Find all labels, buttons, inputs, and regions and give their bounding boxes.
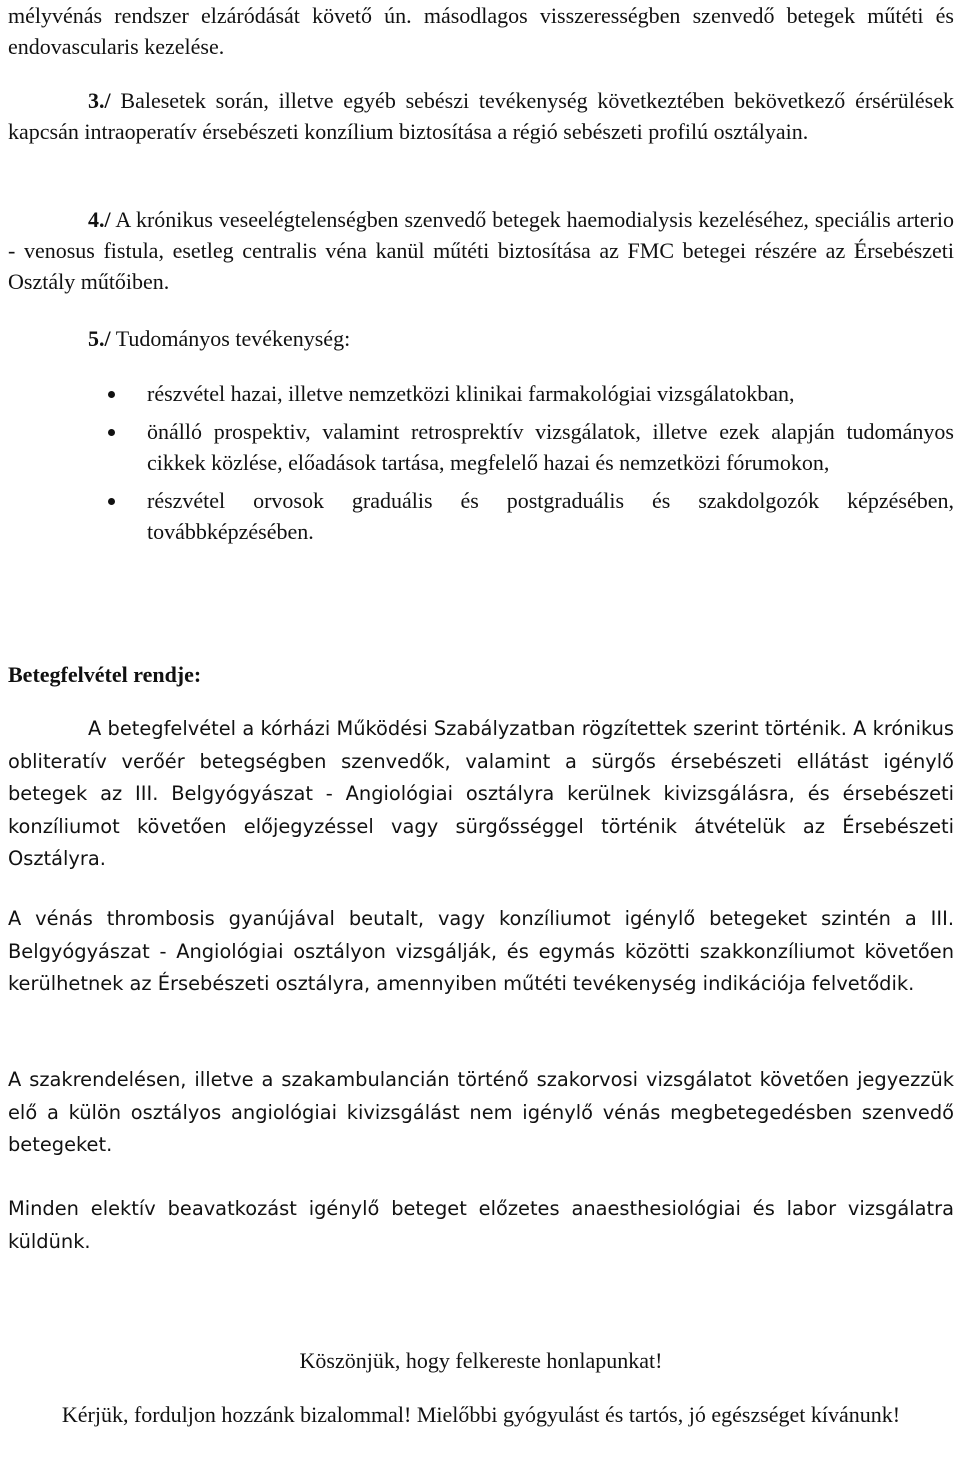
- item-5-text: Tudományos tevékenység:: [115, 326, 351, 351]
- wish-message: Kérjük, forduljon hozzánk bizalommal! Mielőbbi gyógyulást és tartós, jó egészséget kívánunk!: [61, 1402, 901, 1427]
- list-item-text: önálló prospektiv, valamint retrosprektív vizsgálatok, illetve ezek alapján tudományos cikkek közlése, előadások tartása, megfelelő hazai és nemzetközi fórumokon,: [147, 419, 954, 475]
- list-item-text: részvétel orvosok graduális és postgraduális és szakdolgozók képzésében, továbbképzésében.: [147, 488, 954, 544]
- admission-paragraph-2: A vénás thrombosis gyanújával beutalt, vagy konzíliumot igénylő betegeket szintén a III. Belgyógyászat - Angiológiai osztályon vizsgálják, és egymás közötti szakkonzíliumot követően kerülhetnek az Érsebészeti osztályra, amennyiben műtéti tevékenység indikációja felvetődik.: [8, 907, 954, 995]
- bullet-icon: [108, 498, 115, 505]
- thanks-message: Köszönjük, hogy felkereste honlapunkat!: [299, 1348, 663, 1373]
- list-item: [8, 416, 954, 478]
- item-4-paragraph: [8, 204, 954, 297]
- item-3-text: Balesetek során, illetve egyéb sebészi tevékenység következtében bekövetkező érsérülések kapcsán intraoperatív érsebészeti konzílium biztosítása a régió sebészeti profilú osztályain.: [8, 88, 955, 144]
- item-5-paragraph: [8, 323, 954, 354]
- research-activity-list: [8, 378, 954, 547]
- intro-paragraph: [8, 0, 954, 62]
- list-item-text: részvétel hazai, illetve nemzetközi klinikai farmakológiai vizsgálatokban,: [147, 381, 795, 406]
- admission-heading: Betegfelvétel rendje:: [8, 662, 202, 687]
- bullet-icon: [108, 429, 115, 436]
- item-4-text: A krónikus veseelégtelenségben szenvedő betegek haemodialysis kezeléséhez, speciális arterio - venosus fistula, esetleg centralis véna kanül műtéti biztosítása az FMC betegei részére az Érsebészeti Osztály műtőiben.: [8, 207, 954, 294]
- bullet-icon: [108, 391, 115, 398]
- intro-text: mélyvénás rendszer elzáródását követő ún. másodlagos visszerességben szenvedő betegek műtéti és endovascularis kezelése.: [8, 3, 954, 59]
- admission-paragraph-4: Minden elektív beavatkozást igénylő beteget előzetes anaesthesiológiai és labor vizsgálatra küldünk.: [8, 1197, 954, 1253]
- admission-paragraph-3: A szakrendelésen, illetve a szakambulancián történő szakorvosi vizsgálatot követően jegyezzük elő a külön osztályos angiológiai kivizsgálást nem igénylő vénás megbetegedésben szenvedő betegeket.: [8, 1068, 954, 1156]
- admission-paragraph-1: A betegfelvétel a kórházi Működési Szabályzatban rögzítettek szerint történik. A krónikus obliteratív verőér betegségben szenvedők, valamint a sürgős érsebészeti ellátást igénylő betegek az III. Belgyógyászat - Angiológiai osztályra kerülnek kivizsgálásra, és érsebészeti konzíliumot követően előjegyzéssel vagy sürgősséggel történik átvételük az Érsebészeti Osztályra.: [8, 717, 954, 870]
- list-item: [8, 378, 954, 409]
- list-item: [8, 485, 954, 547]
- item-3-paragraph: [8, 85, 954, 147]
- item-5-number: 5./: [88, 326, 111, 351]
- item-4-number: 4./: [88, 207, 111, 232]
- item-3-number: 3./: [88, 88, 111, 113]
